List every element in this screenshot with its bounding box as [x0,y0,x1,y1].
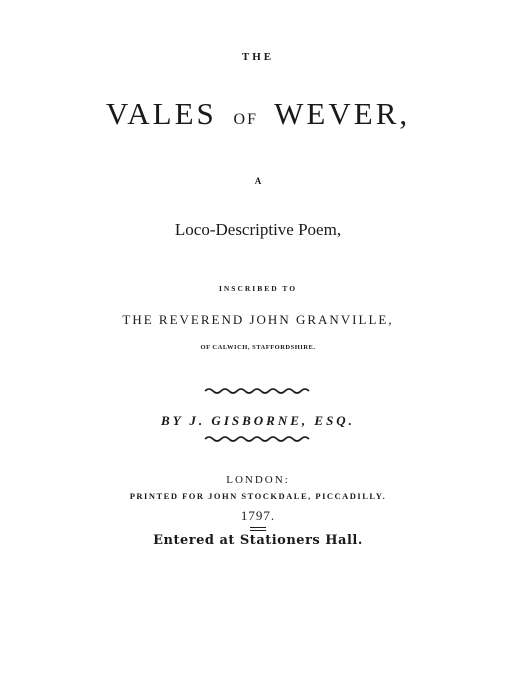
ornament-divider-bottom [203,433,313,443]
ornament-divider-top [203,385,313,395]
dedicatee: THE REVEREND JOHN GRANVILLE, [122,312,394,327]
book-title-of: OF [233,111,258,128]
author-line: BY J. GISBORNE, ESQ. [161,413,355,428]
article-a: A [254,176,262,186]
book-title [0,96,516,132]
title-article-the: THE [241,51,275,63]
subtitle: Loco-Descriptive Poem, [174,220,342,239]
double-rule [250,527,266,531]
dedicatee-place: OF CALWICH, STAFFORDSHIRE. [200,344,316,351]
book-title-part2: WEVER, [274,96,411,131]
imprint-city: LONDON: [226,474,290,486]
imprint-printer: PRINTED FOR JOHN STOCKDALE, PICCADILLY. [129,491,387,501]
imprint-year: 1797. [240,508,276,523]
entered-at-stationers-hall: Entered at Stationers Hall. [153,533,363,548]
inscribed-to: INSCRIBED TO [218,284,298,293]
book-title-part1: VALES [105,96,217,131]
